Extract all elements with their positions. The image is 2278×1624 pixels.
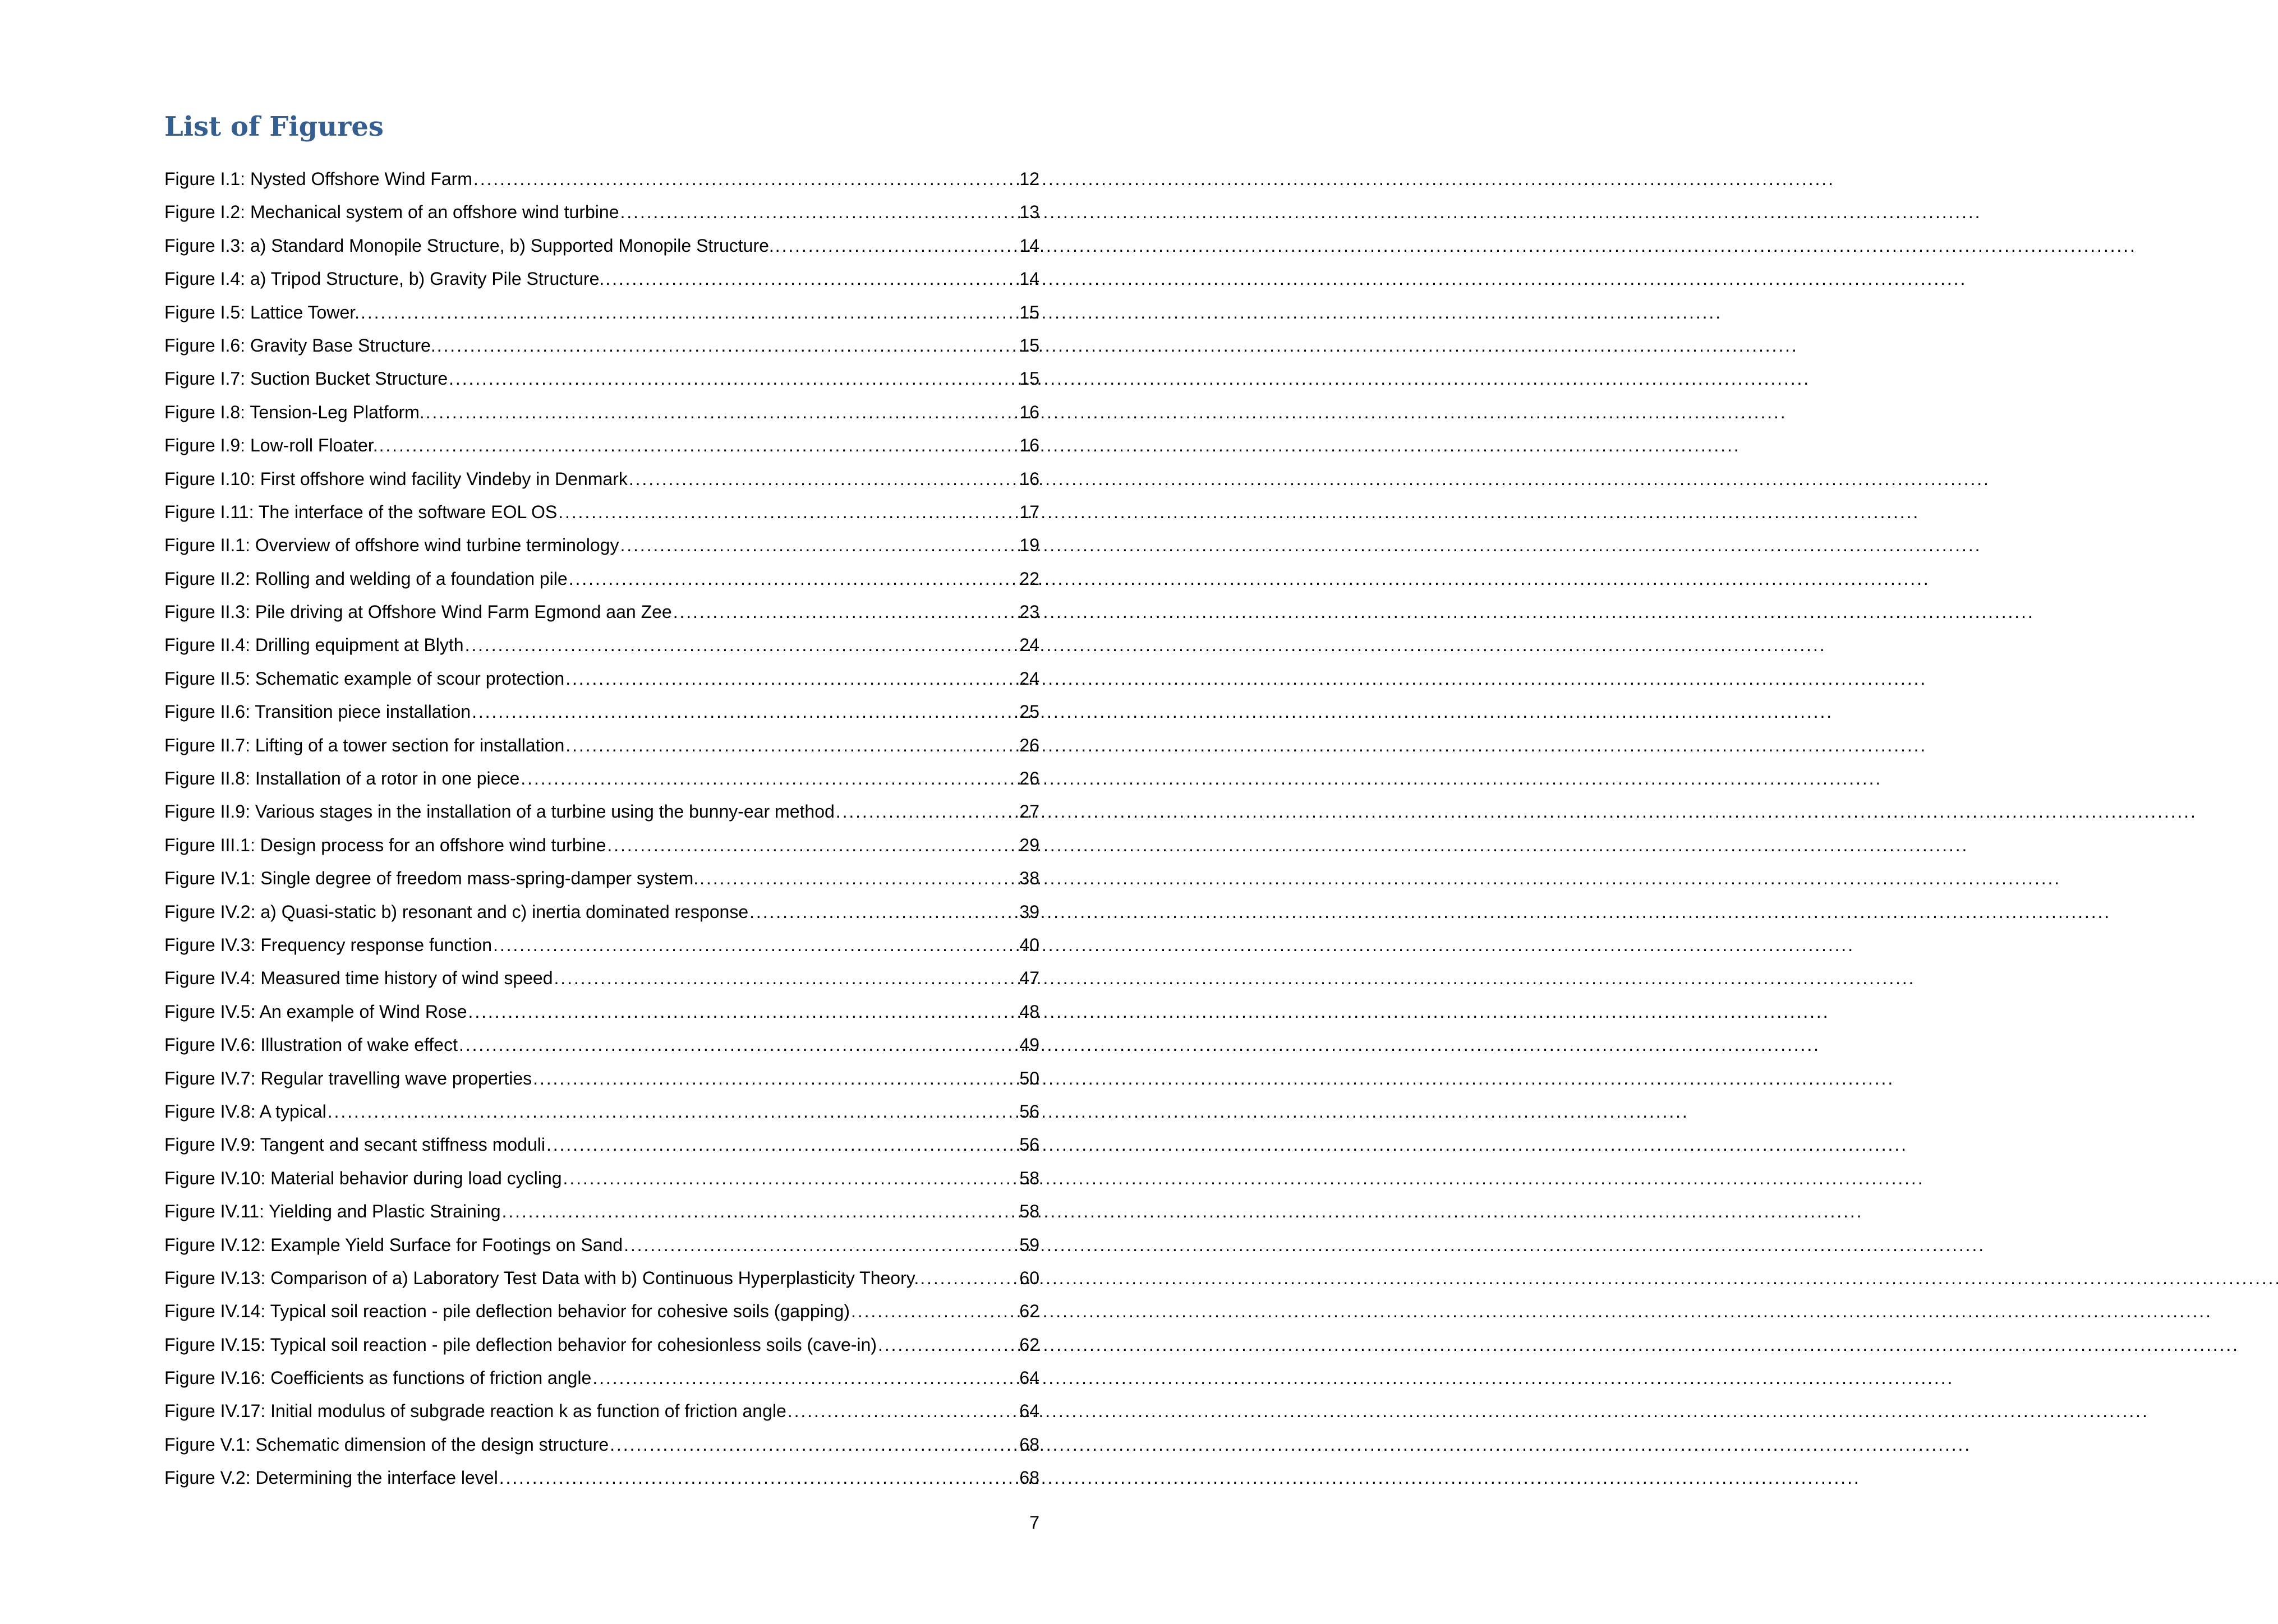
- dot-leader: [425, 396, 1020, 429]
- dot-leader: [498, 1461, 1020, 1494]
- toc-entry-page-number: 48: [1019, 1001, 1039, 1022]
- toc-entry-label: Figure IV.1: Single degree of freedom mass-spring-damper system.: [164, 868, 699, 889]
- toc-entry-label: Figure IV.7: Regular travelling wave properties: [164, 1068, 532, 1088]
- toc-entry[interactable]: [164, 1328, 1039, 1362]
- toc-entry-page-number: 60: [1019, 1267, 1039, 1288]
- toc-entry-label: Figure I.2: Mechanical system of an offshore wind turbine: [164, 202, 619, 223]
- toc-entry-label: Figure I.4: a) Tripod Structure, b) Gravity Pile Structure.: [164, 269, 605, 289]
- toc-entry-label: Figure IV.12: Example Yield Surface for Footings on Sand: [164, 1234, 623, 1255]
- dot-leader: [672, 596, 1020, 629]
- dot-leader: [619, 196, 1019, 229]
- toc-entry-page-number: 16: [1019, 468, 1039, 489]
- dot-leader: [472, 163, 1019, 196]
- toc-entry-label: Figure IV.6: Illustration of wake effect: [164, 1035, 458, 1055]
- toc-entry[interactable]: [164, 1162, 1039, 1195]
- toc-entry-label: Figure IV.14: Typical soil reaction - pile deflection behavior for cohesive soils (gapping): [164, 1301, 850, 1322]
- toc-entry-page-number: 56: [1019, 1101, 1039, 1122]
- toc-entry[interactable]: [164, 862, 1039, 895]
- toc-entry[interactable]: [164, 995, 1039, 1028]
- toc-entry-page-number: 14: [1019, 269, 1039, 289]
- toc-entry-label: Figure IV.8: A typical: [164, 1101, 326, 1122]
- toc-entry-label: Figure I.3: a) Standard Monopile Structure, b) Supported Monopile Structure.: [164, 235, 774, 256]
- toc-entry-page-number: 68: [1019, 1434, 1039, 1455]
- toc-entry-page-number: 22: [1019, 568, 1039, 589]
- toc-entry-page-number: 62: [1019, 1301, 1039, 1322]
- toc-entry-page-number: 38: [1019, 868, 1039, 889]
- dot-leader: [604, 262, 1019, 296]
- page-title: List of Figures: [164, 111, 384, 142]
- toc-entry-label: Figure V.2: Determining the interface level: [164, 1468, 498, 1488]
- toc-entry[interactable]: [164, 596, 1039, 629]
- dot-leader: [609, 1428, 1019, 1461]
- toc-entry[interactable]: [164, 762, 1039, 795]
- toc-entry-label: Figure I.5: Lattice Tower.: [164, 302, 360, 322]
- toc-entry-page-number: 13: [1019, 202, 1039, 223]
- toc-entry[interactable]: [164, 496, 1039, 529]
- toc-entry[interactable]: [164, 362, 1039, 395]
- toc-entry-page-number: 26: [1019, 768, 1039, 789]
- toc-entry-page-number: 15: [1019, 302, 1039, 322]
- dot-leader: [500, 1195, 1019, 1228]
- dot-leader: [326, 1095, 1020, 1128]
- toc-entry-label: Figure IV.9: Tangent and secant stiffness moduli: [164, 1134, 545, 1155]
- dot-leader: [553, 962, 1020, 995]
- dot-leader: [919, 1262, 1019, 1295]
- dot-leader: [748, 896, 1019, 929]
- list-of-figures: [164, 163, 1039, 1495]
- dot-leader: [532, 1062, 1019, 1095]
- toc-entry[interactable]: [164, 729, 1039, 762]
- dot-leader: [436, 329, 1020, 362]
- toc-entry-label: Figure IV.17: Initial modulus of subgrade reaction k as function of friction angle: [164, 1401, 786, 1422]
- toc-entry[interactable]: [164, 1062, 1039, 1095]
- toc-entry[interactable]: [164, 196, 1039, 229]
- toc-entry-page-number: 40: [1019, 934, 1039, 955]
- dot-leader: [492, 929, 1019, 962]
- toc-entry-label: Figure II.8: Installation of a rotor in one piece: [164, 768, 520, 789]
- toc-entry-page-number: 19: [1019, 535, 1039, 556]
- toc-entry-page-number: 47: [1019, 968, 1039, 989]
- toc-entry[interactable]: [164, 229, 1039, 262]
- toc-entry-page-number: 26: [1019, 735, 1039, 755]
- toc-entry-label: Figure II.9: Various stages in the installation of a turbine using the bunny-ear method: [164, 801, 835, 822]
- dot-leader: [850, 1295, 1019, 1328]
- toc-entry-page-number: 62: [1019, 1334, 1039, 1355]
- toc-entry[interactable]: [164, 1461, 1039, 1494]
- toc-entry-label: Figure I.10: First offshore wind facility Vindeby in Denmark: [164, 468, 628, 489]
- dot-leader: [467, 995, 1020, 1028]
- toc-entry-label: Figure IV.4: Measured time history of wind speed: [164, 968, 553, 989]
- toc-entry[interactable]: [164, 829, 1039, 862]
- toc-entry[interactable]: [164, 296, 1039, 329]
- dot-leader: [564, 729, 1019, 762]
- toc-entry-page-number: 15: [1019, 368, 1039, 389]
- toc-entry[interactable]: [164, 1028, 1039, 1062]
- toc-entry[interactable]: [164, 695, 1039, 728]
- toc-entry[interactable]: [164, 1395, 1039, 1428]
- dot-leader: [698, 862, 1019, 895]
- toc-entry-label: Figure IV.2: a) Quasi-static b) resonant and c) inertia dominated response: [164, 901, 749, 922]
- toc-entry-label: Figure II.5: Schematic example of scour protection: [164, 668, 565, 689]
- dot-leader: [557, 496, 1019, 529]
- dot-leader: [591, 1362, 1019, 1395]
- toc-entry-label: Figure II.6: Transition piece installation: [164, 702, 471, 722]
- toc-entry-label: Figure I.1: Nysted Offshore Wind Farm: [164, 169, 472, 189]
- toc-entry-label: Figure IV.16: Coefficients as functions of friction angle: [164, 1368, 592, 1388]
- dot-leader: [619, 529, 1019, 562]
- toc-entry[interactable]: [164, 629, 1039, 662]
- toc-entry-page-number: 16: [1019, 402, 1039, 422]
- dot-leader: [568, 562, 1020, 596]
- toc-entry[interactable]: [164, 429, 1039, 462]
- toc-entry-page-number: 56: [1019, 1134, 1039, 1155]
- toc-entry-label: Figure I.7: Suction Bucket Structure: [164, 368, 448, 389]
- toc-entry-label: Figure III.1: Design process for an offshore wind turbine: [164, 834, 606, 855]
- toc-entry-label: Figure II.4: Drilling equipment at Blyth: [164, 635, 464, 656]
- toc-entry-page-number: 64: [1019, 1401, 1039, 1422]
- toc-entry[interactable]: [164, 795, 1039, 828]
- dot-leader: [519, 762, 1019, 795]
- toc-entry[interactable]: [164, 329, 1039, 362]
- toc-entry-label: Figure IV.11: Yielding and Plastic Straining: [164, 1201, 501, 1222]
- toc-entry-page-number: 17: [1019, 501, 1039, 522]
- toc-entry[interactable]: [164, 1128, 1039, 1161]
- toc-entry[interactable]: [164, 1362, 1039, 1395]
- dot-leader: [774, 229, 1020, 262]
- toc-entry[interactable]: [164, 1095, 1039, 1128]
- toc-entry[interactable]: [164, 529, 1039, 562]
- toc-entry[interactable]: [164, 896, 1039, 929]
- toc-entry[interactable]: [164, 662, 1039, 695]
- toc-entry-page-number: 59: [1019, 1234, 1039, 1255]
- toc-entry-page-number: 68: [1019, 1468, 1039, 1488]
- toc-entry-page-number: 25: [1019, 702, 1039, 722]
- toc-entry-page-number: 49: [1019, 1035, 1039, 1055]
- toc-entry-page-number: 27: [1019, 801, 1039, 822]
- dot-leader: [877, 1328, 1019, 1362]
- toc-entry-label: Figure IV.15: Typical soil reaction - pile deflection behavior for cohesionless soils (cave-in): [164, 1334, 877, 1355]
- page-number: 7: [1029, 1512, 1039, 1533]
- toc-entry-page-number: 58: [1019, 1201, 1039, 1222]
- dot-leader: [360, 296, 1019, 329]
- dot-leader: [378, 429, 1020, 462]
- toc-entry-label: Figure II.1: Overview of offshore wind turbine terminology: [164, 535, 619, 556]
- toc-entry[interactable]: [164, 163, 1039, 196]
- toc-entry-page-number: 23: [1019, 602, 1039, 622]
- toc-entry[interactable]: [164, 262, 1039, 296]
- dot-leader: [448, 362, 1019, 395]
- toc-entry[interactable]: [164, 1229, 1039, 1262]
- toc-entry-page-number: 39: [1019, 901, 1039, 922]
- toc-entry-label: Figure V.1: Schematic dimension of the design structure: [164, 1434, 609, 1455]
- dot-leader: [458, 1028, 1019, 1062]
- toc-entry[interactable]: [164, 1295, 1039, 1328]
- toc-entry-page-number: 24: [1019, 635, 1039, 656]
- toc-entry-page-number: 58: [1019, 1168, 1039, 1188]
- toc-entry-page-number: 16: [1019, 435, 1039, 456]
- dot-leader: [623, 1229, 1019, 1262]
- toc-entry[interactable]: [164, 929, 1039, 962]
- dot-leader: [606, 829, 1019, 862]
- toc-entry-page-number: 64: [1019, 1368, 1039, 1388]
- toc-entry-page-number: 50: [1019, 1068, 1039, 1088]
- toc-entry-page-number: 12: [1019, 169, 1039, 189]
- toc-entry-label: Figure IV.3: Frequency response function: [164, 934, 493, 955]
- toc-entry[interactable]: [164, 463, 1039, 496]
- toc-entry-label: Figure I.8: Tension-Leg Platform.: [164, 402, 425, 422]
- toc-entry[interactable]: [164, 396, 1039, 429]
- dot-leader: [562, 1162, 1020, 1195]
- toc-entry-label: Figure II.2: Rolling and welding of a foundation pile: [164, 568, 568, 589]
- toc-entry[interactable]: [164, 962, 1039, 995]
- toc-entry-label: Figure IV.13: Comparison of a) Laboratory Test Data with b) Continuous Hyperplasticity Theory.: [164, 1267, 919, 1288]
- toc-entry[interactable]: [164, 562, 1039, 596]
- dot-leader: [471, 695, 1019, 728]
- toc-entry-page-number: 24: [1019, 668, 1039, 689]
- dot-leader: [628, 463, 1020, 496]
- toc-entry-label: Figure I.9: Low-roll Floater.: [164, 435, 378, 456]
- toc-entry-page-number: 15: [1019, 335, 1039, 356]
- toc-entry-label: Figure I.6: Gravity Base Structure.: [164, 335, 436, 356]
- toc-entry[interactable]: [164, 1262, 1039, 1295]
- dot-leader: [835, 795, 1020, 828]
- toc-entry-label: Figure IV.5: An example of Wind Rose: [164, 1001, 467, 1022]
- dot-leader: [564, 662, 1019, 695]
- toc-entry-page-number: 14: [1019, 235, 1039, 256]
- dot-leader: [545, 1128, 1019, 1161]
- toc-entry-label: Figure IV.10: Material behavior during load cycling: [164, 1168, 562, 1188]
- toc-entry-label: Figure II.3: Pile driving at Offshore Wind Farm Egmond aan Zee: [164, 602, 672, 622]
- dot-leader: [786, 1395, 1020, 1428]
- toc-entry[interactable]: [164, 1195, 1039, 1228]
- toc-entry-label: Figure II.7: Lifting of a tower section for installation: [164, 735, 565, 755]
- dot-leader: [464, 629, 1020, 662]
- toc-entry[interactable]: [164, 1428, 1039, 1461]
- toc-entry-label: Figure I.11: The interface of the software EOL OS: [164, 501, 558, 522]
- toc-entry-page-number: 29: [1019, 834, 1039, 855]
